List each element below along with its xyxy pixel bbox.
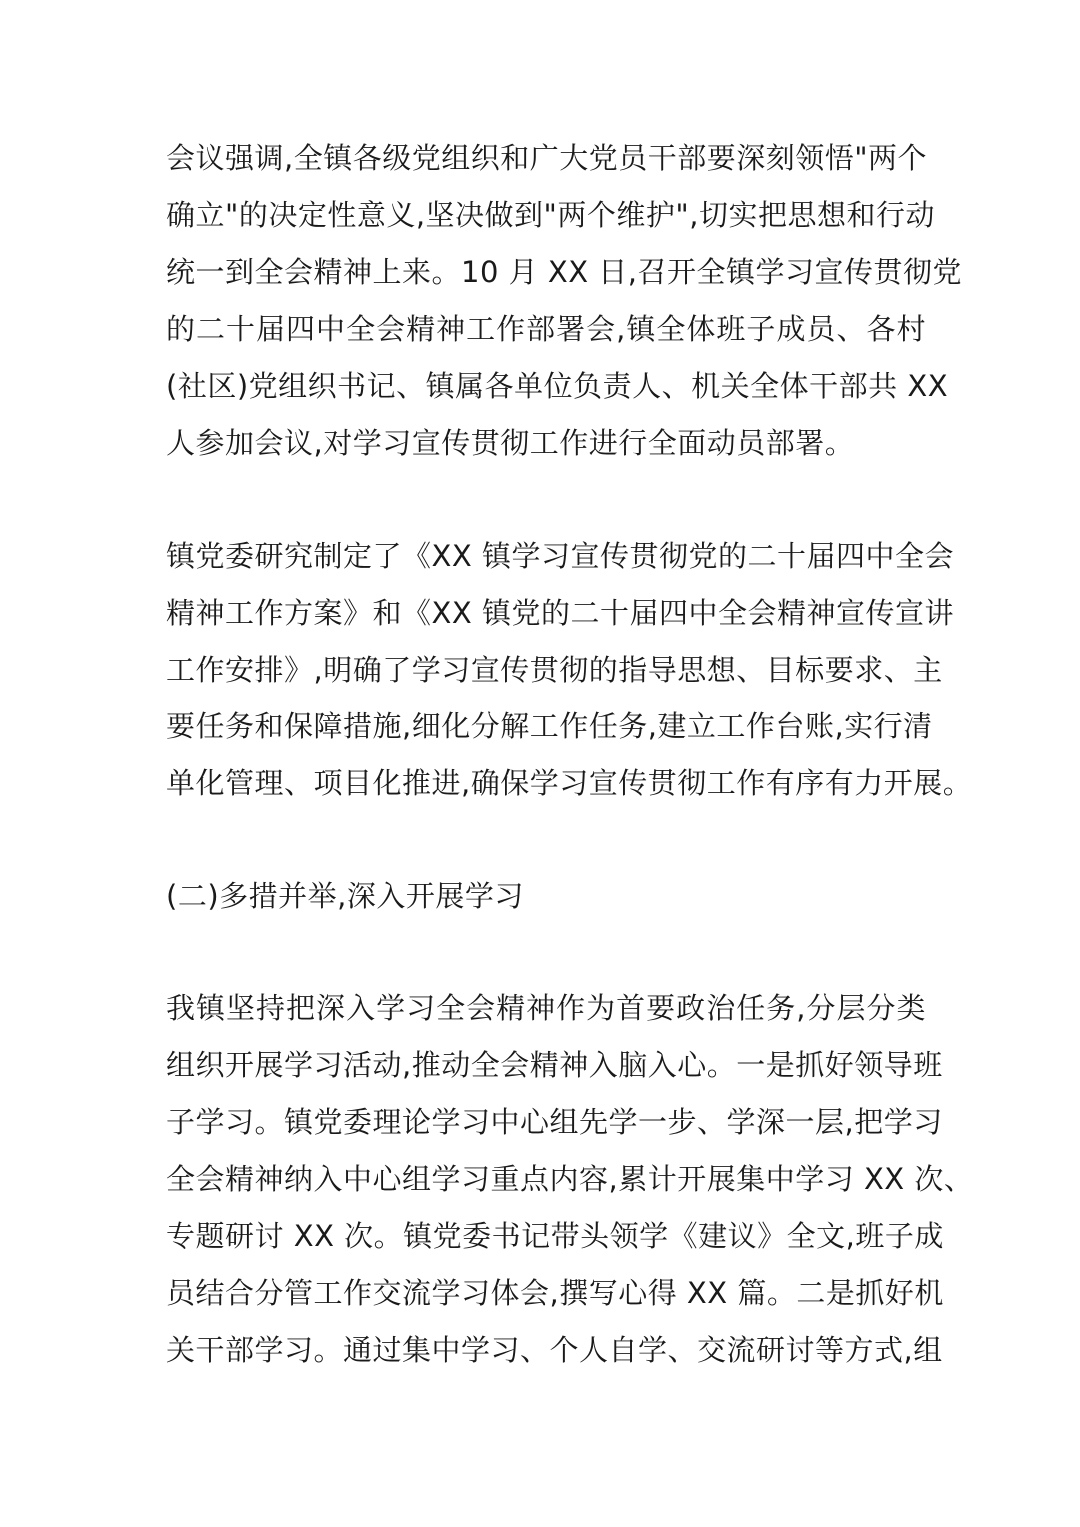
paragraph-3-line-6: 员结合分管工作交流学习体会,撰写心得 XX 篇。二是抓好机 bbox=[166, 1276, 944, 1310]
paragraph-3-line-5: 专题研讨 XX 次。镇党委书记带头领学《建议》全文,班子成 bbox=[166, 1219, 944, 1253]
paragraph-3-line-4: 全会精神纳入中心组学习重点内容,累计开展集中学习 XX 次、 bbox=[166, 1162, 974, 1196]
paragraph-3-line-1: 我镇坚持把深入学习全会精神作为首要政治任务,分层分类 bbox=[166, 991, 926, 1025]
paragraph-2-line-2: 精神工作方案》和《XX 镇党的二十届四中全会精神宣传宣讲 bbox=[166, 596, 954, 630]
paragraph-3-line-2: 组织开展学习活动,推动全会精神入脑入心。一是抓好领导班 bbox=[166, 1048, 943, 1082]
paragraph-1-line-6: 人参加会议,对学习宣传贯彻工作进行全面动员部署。 bbox=[166, 426, 855, 460]
paragraph-1-line-2: 确立"的决定性意义,坚决做到"两个维护",切实把思想和行动 bbox=[166, 198, 935, 232]
paragraph-2-line-3: 工作安排》,明确了学习宣传贯彻的指导思想、目标要求、主 bbox=[166, 653, 943, 687]
paragraph-1-line-5: (社区)党组织书记、镇属各单位负责人、机关全体干部共 XX bbox=[166, 369, 949, 403]
paragraph-1-line-3: 统一到全会精神上来。10 月 XX 日,召开全镇学习宣传贯彻党 bbox=[166, 255, 963, 289]
paragraph-2-line-5: 单化管理、项目化推进,确保学习宣传贯彻工作有序有力开展。 bbox=[166, 766, 973, 800]
paragraph-3-line-7: 关干部学习。通过集中学习、个人自学、交流研讨等方式,组 bbox=[166, 1333, 943, 1367]
paragraph-2-line-1: 镇党委研究制定了《XX 镇学习宣传贯彻党的二十届四中全会 bbox=[166, 539, 954, 573]
paragraph-2-line-4: 要任务和保障措施,细化分解工作任务,建立工作台账,实行清 bbox=[166, 709, 933, 743]
section-heading: (二)多措并举,深入开展学习 bbox=[166, 879, 524, 913]
paragraph-1-line-4: 的二十届四中全会精神工作部署会,镇全体班子成员、各村 bbox=[166, 312, 926, 346]
paragraph-1-line-1: 会议强调,全镇各级党组织和广大党员干部要深刻领悟"两个 bbox=[166, 141, 928, 175]
paragraph-3-line-3: 子学习。镇党委理论学习中心组先学一步、学深一层,把学习 bbox=[166, 1105, 943, 1139]
